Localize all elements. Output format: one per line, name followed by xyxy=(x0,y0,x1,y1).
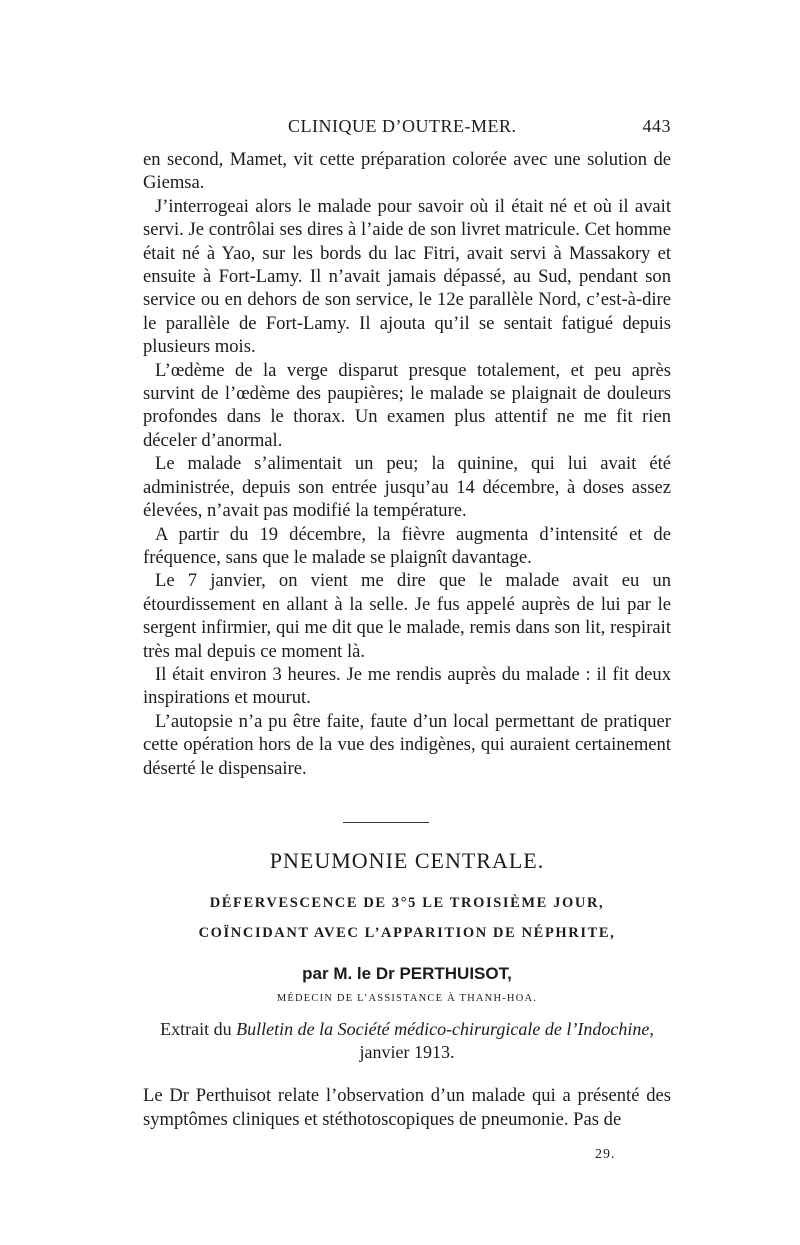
article-subheading: DÉFERVESCENCE DE 3°5 LE TROISIÈME JOUR, xyxy=(209,895,605,911)
section-divider xyxy=(343,822,429,823)
article-opening-paragraph: Le Dr Perthuisot relate l’observation d’un malade qui a présenté des symptômes cliniques et stéthotoscopiques de pneumonie. Pas de xyxy=(143,1085,671,1130)
source-prefix: Extrait du xyxy=(160,1019,237,1039)
page-number: 443 xyxy=(642,116,671,136)
source-note xyxy=(143,1018,671,1064)
article-heading: PNEUMONIE CENTRALE. xyxy=(269,848,545,873)
article-author: par M. le Dr PERTHUISOT, xyxy=(302,964,512,983)
paragraph: J’interrogeai alors le malade pour savoir où il était né et où il avait servi. Je contrôlai ses dires à l’aide de son livret matricule. Cet homme était né à Yao, sur les bords du lac Fitri, avait servi à Massakory et ensuite à Fort-Lamy. Il n’avait jamais dépassé, au Sud, pendant son service ou en dehors de son service, le 12e parallèle Nord, c’est-à-dire le parallèle de Fort-Lamy. Il ajouta qu’il se sentait fatigué depuis plusieurs mois. xyxy=(143,195,671,358)
paragraph: Le malade s’alimentait un peu; la quinine, qui lui avait été administrée, depuis son entrée jusqu’au 14 décembre, à doses assez élevées, n’avait pas modifié la température. xyxy=(143,453,671,522)
signature-mark: 29. xyxy=(595,1147,616,1162)
source-date: janvier 1913. xyxy=(359,1042,455,1062)
article-subheading: COÏNCIDANT AVEC L’APPARITION DE NÉPHRITE, xyxy=(198,925,616,941)
source-title: Bulletin de la Société médico-chirurgicale de l’Indochine, xyxy=(236,1019,654,1039)
author-affiliation: MÉDECIN DE L’ASSISTANCE À THANH-HOA. xyxy=(276,993,538,1004)
paragraph: A partir du 19 décembre, la fièvre augmenta d’intensité et de fréquence, sans que le malade se plaignît davantage. xyxy=(143,523,671,568)
paragraph: en second, Mamet, vit cette préparation colorée avec une solution de Giemsa. xyxy=(143,149,671,194)
running-head xyxy=(143,116,671,142)
paragraph: L’œdème de la verge disparut presque totalement, et peu après survint de l’œdème des paupières; le malade se plaignait de douleurs profondes dans le thorax. Un examen plus attentif ne me fit rien déceler d’anormal. xyxy=(143,359,671,451)
paragraph: L’autopsie n’a pu être faite, faute d’un local permettant de pratiquer cette opération hors de la vue des indigènes, qui auraient certainement déserté le dispensaire. xyxy=(143,710,671,779)
paragraph: Il était environ 3 heures. Je me rendis auprès du malade : il fit deux inspirations et mourut. xyxy=(143,663,671,709)
running-head-title: CLINIQUE D’OUTRE-MER. xyxy=(288,116,517,136)
body-text xyxy=(143,148,671,780)
paragraph: Le 7 janvier, on vient me dire que le malade avait eu un étourdissement en allant à la selle. Je fus appelé auprès de lui par le sergent infirmier, qui me dit que le malade, remis dans son lit, respirait très mal depuis ce moment là. xyxy=(143,570,671,662)
